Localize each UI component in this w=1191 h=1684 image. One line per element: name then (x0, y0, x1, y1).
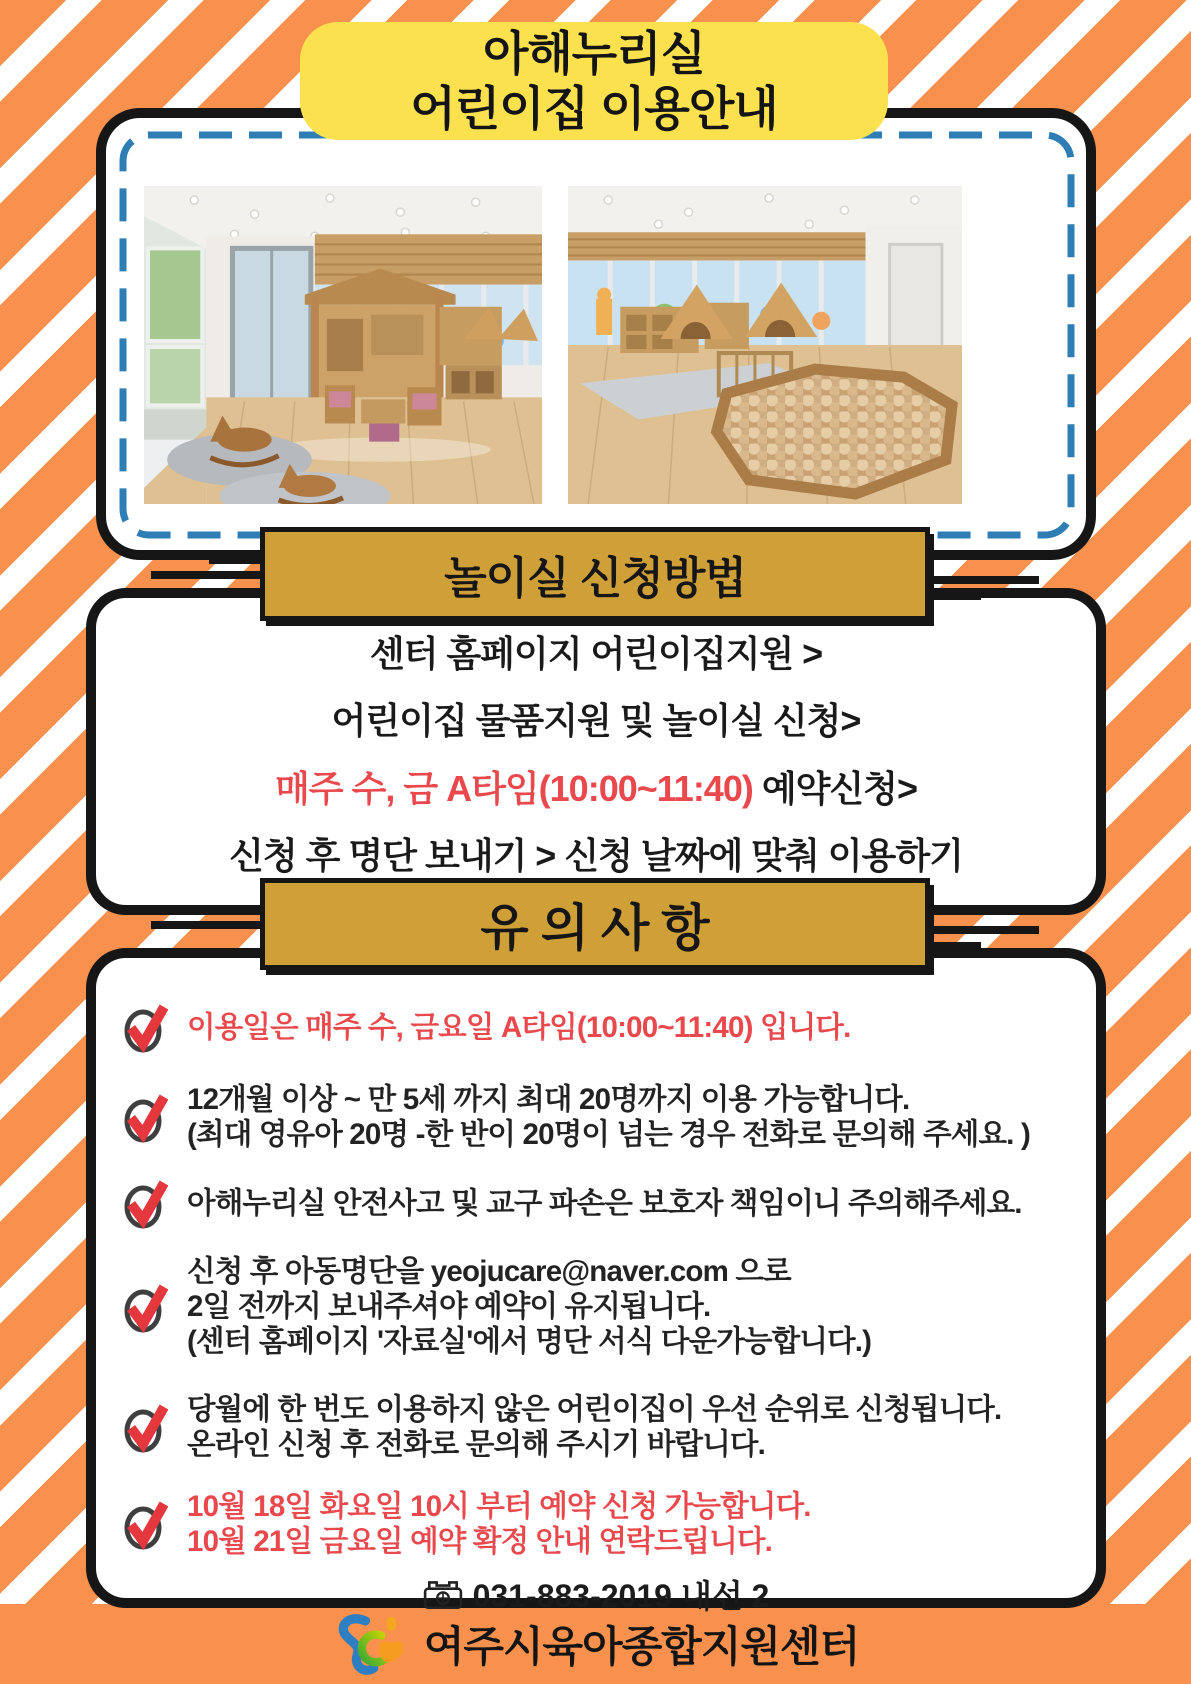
notice-line: 이용일은 매주 수, 금요일 A타임(10:00~11:40) 입니다. (187, 1010, 851, 1044)
phone-icon (423, 1578, 463, 1610)
notice-line: 신청 후 아동명단을 yeojucare@naver.com 으로 (187, 1255, 791, 1288)
checkmark-icon (122, 1401, 168, 1453)
photo-panel (96, 108, 1096, 560)
org-logo-icon (332, 1608, 410, 1680)
checkmark-icon (122, 1091, 168, 1143)
notice-line: 10월 21일 금요일 예약 확정 안내 연락드립니다. (187, 1525, 773, 1558)
apply-step-3 (275, 761, 917, 812)
title-line-2: 어린이집 이용안내 (410, 82, 778, 135)
section-banner-apply (260, 527, 930, 621)
notice-item (122, 1001, 1070, 1053)
section-banner-notice (260, 878, 930, 970)
notice-line: (최대 영유아 20명 -한 반이 20명이 넘는 경우 전화로 문의해 주세요. ) (187, 1118, 1030, 1151)
notice-item (122, 1489, 1070, 1559)
notice-line: 2일 전까지 보내주셔야 예약이 유지됩니다. (187, 1290, 711, 1323)
notice-item (122, 1177, 1070, 1229)
checkmark-icon (122, 1498, 168, 1550)
banner-mark (929, 592, 981, 600)
apply-step-3-rest: 예약신청> (752, 767, 917, 809)
photo-playroom-right (568, 186, 962, 504)
checkmark-icon (122, 1001, 168, 1053)
banner-mark (151, 571, 263, 579)
notice-line: 당월에 한 번도 이용하지 않은 어린이집이 우선 순위로 신청됩니다. (187, 1393, 1002, 1426)
banner-mark (927, 576, 1039, 584)
banner-mark (151, 921, 263, 929)
checkmark-icon (122, 1281, 168, 1333)
banner-mark (209, 906, 261, 914)
apply-step-1: 센터 홈페이지 어린이집지원 > (369, 633, 823, 675)
banner-mark (929, 942, 981, 950)
section-banner-notice-label: 유의사항 (480, 900, 722, 956)
notice-line: (센터 홈페이지 '자료실'에서 명단 서식 다운가능합니다.) (187, 1325, 872, 1358)
title-banner (300, 22, 888, 140)
banner-mark (927, 926, 1039, 934)
banner-mark (209, 556, 261, 564)
phone-number: 031-883-2019 내선 2 (472, 1578, 770, 1614)
notice-item (122, 1392, 1070, 1462)
apply-step-3-time: 매주 수, 금 A타임(10:00~11:40) (275, 767, 753, 809)
notice-panel (86, 948, 1106, 1614)
notice-item (122, 1254, 1070, 1359)
section-banner-apply-label: 놀이실 신청방법 (444, 554, 746, 603)
title-line-1: 아해누리실 (482, 26, 705, 80)
apply-step-4: 신청 후 명단 보내기 > 신청 날짜에 맞춰 이용하기 (229, 834, 963, 876)
notice-line: 아해누리실 안전사고 및 교구 파손은 보호자 책임이니 주의해주세요. (187, 1186, 1022, 1220)
org-name: 여주시육아종합지원센터 (423, 1623, 860, 1670)
phone-row (96, 1571, 1096, 1617)
notice-item (122, 1082, 1070, 1152)
notice-line: 온라인 신청 후 전화로 문의해 주시기 바랍니다. (187, 1428, 766, 1461)
apply-step-2: 어린이집 물품지원 및 놀이실 신청> (331, 700, 861, 742)
notice-line: 10월 18일 화요일 10시 부터 예약 신청 가능합니다. (187, 1490, 811, 1523)
photo-playroom-left (144, 186, 542, 504)
checkmark-icon (122, 1177, 168, 1229)
apply-steps-panel (86, 588, 1106, 915)
notice-line: 12개월 이상 ~ 만 5세 까지 최대 20명까지 이용 가능합니다. (187, 1083, 910, 1116)
